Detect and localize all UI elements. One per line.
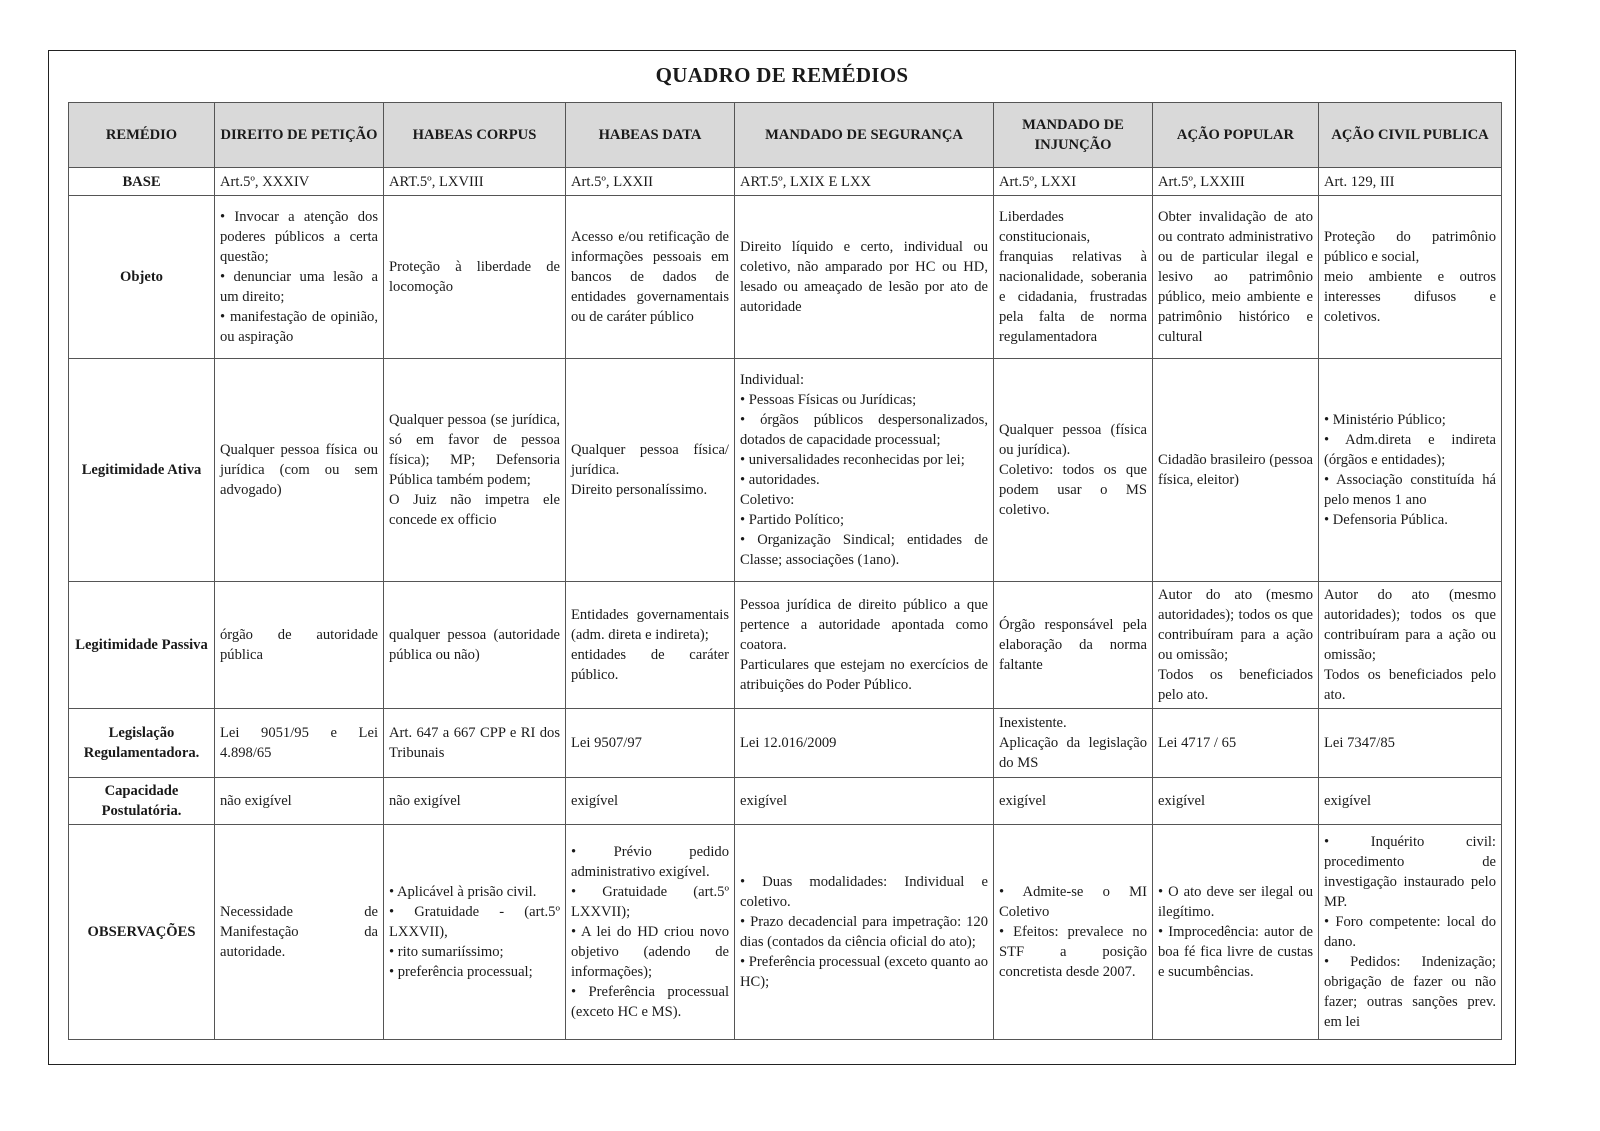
table-cell xyxy=(735,196,994,359)
table-cell xyxy=(1319,582,1502,709)
cell-text: Cidadão brasileiro (pessoa física, eleitor) xyxy=(1158,452,1313,488)
document-frame xyxy=(48,50,1516,1065)
table-cell xyxy=(566,359,735,582)
column-header-mandado-de-injuncao: MANDADO DE INJUNÇÃO xyxy=(994,103,1153,168)
table-cell: Art.5º, LXXI xyxy=(994,168,1153,196)
table-cell xyxy=(994,582,1153,709)
table-cell xyxy=(384,825,566,1040)
table-cell xyxy=(735,825,994,1040)
row-header-legitimidade-passiva: Legitimidade Passiva xyxy=(69,582,215,709)
cell-text: Pessoa jurídica de direito público a que pertence a autoridade apontada como coatora. Particulares que estejam no exercícios de atribuições do Poder Público. xyxy=(740,597,988,693)
table-cell: não exigível xyxy=(215,778,384,825)
table-row-objeto xyxy=(69,196,1502,359)
cell-text: Inexistente. Aplicação da legislação do MS xyxy=(999,715,1147,771)
row-header-base: BASE xyxy=(69,168,215,196)
table-cell: Art.5º, LXXII xyxy=(566,168,735,196)
table-cell: exigível xyxy=(566,778,735,825)
table-cell xyxy=(215,196,384,359)
cell-text: Entidades governamentais (adm. direta e indireta); entidades de caráter público. xyxy=(571,607,729,683)
table-cell xyxy=(215,359,384,582)
table-row-legitimidade-ativa xyxy=(69,359,1502,582)
cell-text: Necessidade de Manifestação da autoridade. xyxy=(220,904,378,960)
cell-text: Lei 9507/97 xyxy=(571,735,642,751)
cell-text: Lei 12.016/2009 xyxy=(740,735,837,751)
cell-text: órgão de autoridade pública xyxy=(220,627,378,663)
table-cell xyxy=(384,582,566,709)
cell-text: Individual: • Pessoas Físicas ou Jurídicas; • órgãos públicos despersonalizados, dotados de capacidade processual; • universalidades reconhecidas por lei; • autoridades. Coletivo: • Partido Político; • Organização Sindical; entidades de Classe; associações (1ano). xyxy=(740,372,988,568)
column-header-direito-de-peticao: DIREITO DE PETIÇÃO xyxy=(215,103,384,168)
cell-text: Lei 7347/85 xyxy=(1324,735,1395,751)
table-cell xyxy=(1153,196,1319,359)
table-cell xyxy=(735,582,994,709)
table-row-observacoes xyxy=(69,825,1502,1040)
table-cell: exigível xyxy=(1153,778,1319,825)
table-cell xyxy=(215,825,384,1040)
cell-text: • Prévio pedido administrativo exigível. • Gratuidade (art.5º LXXVII); • A lei do HD criou novo objetivo (adendo de informações); • Preferência processual (exceto HC e MS). xyxy=(571,844,729,1020)
table-cell: Art. 129, III xyxy=(1319,168,1502,196)
table-cell xyxy=(1153,582,1319,709)
cell-text: Direito líquido e certo, individual ou coletivo, não amparado por HC ou HD, lesado ou ameaçado de lesão por ato de autoridade xyxy=(740,239,988,315)
table-row-capacidade xyxy=(69,778,1502,825)
cell-text: Qualquer pessoa (física ou jurídica). Coletivo: todos os que podem usar o MS coletivo. xyxy=(999,422,1147,518)
column-header-habeas-data: HABEAS DATA xyxy=(566,103,735,168)
table-cell: Art.5º, XXXIV xyxy=(215,168,384,196)
table-cell xyxy=(994,825,1153,1040)
cell-text: Órgão responsável pela elaboração da norma faltante xyxy=(999,617,1147,673)
table-cell xyxy=(566,825,735,1040)
table-row-legitimidade-passiva xyxy=(69,582,1502,709)
column-header-mandado-de-seguranca: MANDADO DE SEGURANÇA xyxy=(735,103,994,168)
cell-text: Lei 9051/95 e Lei 4.898/65 xyxy=(220,725,378,761)
column-header-habeas-corpus: HABEAS CORPUS xyxy=(384,103,566,168)
cell-text: • Ministério Público; • Adm.direta e indireta (órgãos e entidades); • Associação constituída há pelo menos 1 ano • Defensoria Pública. xyxy=(1324,412,1496,528)
cell-text: Art. 647 a 667 CPP e RI dos Tribunais xyxy=(389,725,560,761)
row-header-observacoes: OBSERVAÇÕES xyxy=(69,825,215,1040)
table-cell xyxy=(994,359,1153,582)
table-cell xyxy=(1153,825,1319,1040)
cell-text: Autor do ato (mesmo autoridades); todos os que contribuíram para a ação ou omissão; Todos os beneficiados pelo ato. xyxy=(1324,587,1496,703)
cell-text: Acesso e/ou retificação de informações pessoais em bancos de dados de entidades governamentais ou de caráter público xyxy=(571,229,729,325)
cell-text: • Invocar a atenção dos poderes públicos a certa questão; • denunciar uma lesão a um direito; • manifestação de opinião, ou aspiração xyxy=(220,209,378,345)
cell-text: Obter invalidação de ato ou contrato administrativo ou de particular ilegal e lesivo ao patrimônio público, meio ambiente e patrimônio histórico e cultural xyxy=(1158,209,1313,345)
table-row-legislacao xyxy=(69,709,1502,778)
table-cell xyxy=(1319,709,1502,778)
column-header-remedio: REMÉDIO xyxy=(69,103,215,168)
table-cell xyxy=(215,709,384,778)
cell-text: • Aplicável à prisão civil. • Gratuidade - (art.5º LXXVII), • rito sumariíssimo; • preferência processual; xyxy=(389,884,560,980)
table-cell: exigível xyxy=(994,778,1153,825)
cell-text: • Admite-se o MI Coletivo • Efeitos: prevalece no STF a posição concretista desde 2007. xyxy=(999,884,1147,980)
cell-text: qualquer pessoa (autoridade pública ou não) xyxy=(389,627,560,663)
table-cell xyxy=(1319,825,1502,1040)
column-header-acao-popular: AÇÃO POPULAR xyxy=(1153,103,1319,168)
table-cell xyxy=(994,196,1153,359)
table-cell: ART.5º, LXIX E LXX xyxy=(735,168,994,196)
table-cell: Art.5º, LXXIII xyxy=(1153,168,1319,196)
page-title: QUADRO DE REMÉDIOS xyxy=(655,63,909,87)
table-cell xyxy=(566,196,735,359)
cell-text: • O ato deve ser ilegal ou ilegítimo. • Improcedência: autor de boa fé fica livre de custas e sucumbências. xyxy=(1158,884,1313,980)
row-header-legitimidade-ativa: Legitimidade Ativa xyxy=(69,359,215,582)
cell-text: Proteção do patrimônio público e social, meio ambiente e outros interesses difusos e coletivos. xyxy=(1324,229,1496,325)
table-cell xyxy=(384,196,566,359)
table-cell: ART.5º, LXVIII xyxy=(384,168,566,196)
cell-text: • Duas modalidades: Individual e coletivo. • Prazo decadencial para impetração: 120 dias (contados da ciência oficial do ato); • Preferência processual (exceto quanto ao HC); xyxy=(740,874,988,990)
table-cell xyxy=(1153,359,1319,582)
header-row xyxy=(69,103,1502,168)
table-cell xyxy=(735,359,994,582)
table-cell xyxy=(566,582,735,709)
table-cell xyxy=(735,709,994,778)
table-cell xyxy=(215,582,384,709)
cell-text: Liberdades constitucionais, franquias relativas à nacionalidade, soberania e cidadania, frustradas pela falta de norma regulamentadora xyxy=(999,209,1147,345)
cell-text: Autor do ato (mesmo autoridades); todos os que contribuíram para a ação ou omissão; Todos os beneficiados pelo ato. xyxy=(1158,587,1313,703)
cell-text: Qualquer pessoa física/ jurídica. Direito personalíssimo. xyxy=(571,442,729,498)
table-cell: não exigível xyxy=(384,778,566,825)
row-header-objeto: Objeto xyxy=(69,196,215,359)
cell-text: Qualquer pessoa física ou jurídica (com ou sem advogado) xyxy=(220,442,378,498)
table-cell xyxy=(566,709,735,778)
table-cell xyxy=(994,709,1153,778)
column-header-acao-civil-publica: AÇÃO CIVIL PUBLICA xyxy=(1319,103,1502,168)
cell-text: Lei 4717 / 65 xyxy=(1158,735,1237,751)
table-cell: exigível xyxy=(735,778,994,825)
row-header-capacidade: Capacidade Postulatória. xyxy=(69,778,215,825)
table-cell xyxy=(1319,196,1502,359)
table-cell xyxy=(384,359,566,582)
table-row-base xyxy=(69,168,1502,196)
table-cell xyxy=(1153,709,1319,778)
row-header-legislacao: Legislação Regulamentadora. xyxy=(69,709,215,778)
table-cell xyxy=(384,709,566,778)
table-cell: exigível xyxy=(1319,778,1502,825)
cell-text: Qualquer pessoa (se jurídica, só em favor de pessoa física); MP; Defensoria Pública também podem; O Juiz não impetra ele concede ex officio xyxy=(389,412,560,528)
remedies-table xyxy=(68,102,1502,1040)
cell-text: Proteção à liberdade de locomoção xyxy=(389,259,560,295)
table-cell xyxy=(1319,359,1502,582)
cell-text: • Inquérito civil: procedimento de investigação instaurado pelo MP. • Foro competente: local do dano. • Pedidos: Indenização; obrigação de fazer ou não fazer; outras sanções prev. em lei xyxy=(1324,834,1496,1030)
